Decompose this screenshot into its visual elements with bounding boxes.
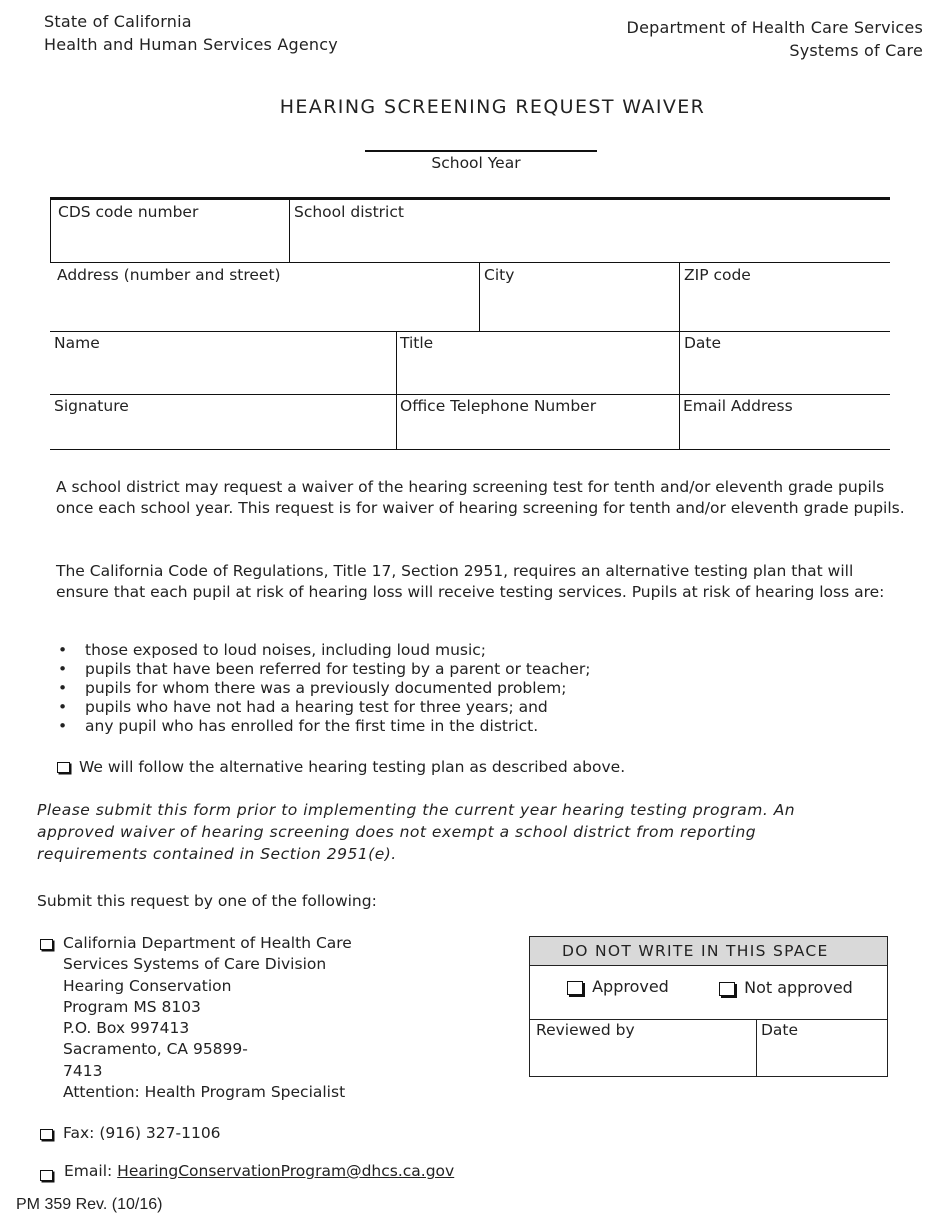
review-date-field[interactable]: Date [761,1021,799,1039]
approved-checkbox[interactable] [567,981,583,995]
school-year-line[interactable] [365,150,597,152]
regulation-description: The California Code of Regulations, Title 17, Section 2951, requires an alternative testing plan that will ensure that each pupil at risk of hearing loss will receive testing services. Pupils at risk of hearing loss are: [56,562,885,601]
agency-name: Health and Human Services Agency [44,35,338,54]
waiver-description: A school district may request a waiver of the hearing screening test for tenth and/or eleventh grade pupils once each school year. This request is for waiver of hearing screening for tenth and/or eleventh grade pupils. [56,478,905,517]
email-label: Email: [64,1162,113,1180]
email-option-checkbox[interactable] [40,1170,53,1181]
city-field[interactable]: City [484,266,515,284]
approved-option[interactable]: Approved [567,977,669,996]
name-field[interactable]: Name [54,334,100,352]
form-title: HEARING SCREENING REQUEST WAIVER [279,96,706,118]
list-item: • pupils for whom there was a previously documented problem; [58,679,567,697]
email-option [64,1162,454,1180]
office-use-box [529,936,888,1077]
follow-plan-label: We will follow the alternative hearing testing plan as described above. [78,758,626,776]
submission-notice: Please submit this form prior to implementing the current year hearing testing program. An approved waiver of hearing screening does not exempt a school district from reporting requirements contained in Section 2951(e). [37,801,796,863]
form-number: PM 359 Rev. (10/16) [16,1196,163,1213]
office-telephone-field[interactable]: Office Telephone Number [400,397,597,415]
mail-option-checkbox[interactable] [40,939,53,950]
title-field[interactable]: Title [400,334,434,352]
division-name: Systems of Care [789,41,923,60]
not-approved-checkbox[interactable] [719,982,735,996]
not-approved-option[interactable]: Not approved [719,978,853,997]
date-field[interactable]: Date [684,334,722,352]
follow-plan-option[interactable] [57,758,625,776]
department-name: Department of Health Care Services [626,18,923,37]
signature-field[interactable]: Signature [54,397,129,415]
department-header [627,16,923,62]
school-year-label: School Year [431,154,521,172]
follow-plan-checkbox[interactable] [57,762,70,773]
list-item: • those exposed to loud noises, including loud music; [58,641,487,659]
agency-header [44,10,338,56]
form-top-rule [50,197,890,200]
address-field[interactable]: Address (number and street) [57,266,281,284]
office-use-heading-bar [530,937,887,966]
mailing-address: California Department of Health Care Services Systems of Care Division Hearing Conservation Program MS 8103 P.O. Box 997413 Sacramento, CA 95899- 7413 Attention: Health Program Specialist [63,934,352,1102]
zip-code-field[interactable]: ZIP code [684,266,751,284]
list-item: • pupils who have not had a hearing test for three years; and [58,698,548,716]
email-link[interactable]: HearingConservationProgram@dhcs.ca.gov [117,1162,455,1180]
school-district-field[interactable]: School district [294,203,404,221]
fax-number: Fax: (916) 327-1106 [63,1124,221,1142]
cds-code-field[interactable]: CDS code number [58,203,199,221]
email-address-field[interactable]: Email Address [683,397,793,415]
risk-list [56,641,856,736]
list-item: • pupils that have been referred for testing by a parent or teacher; [58,660,591,678]
list-item: • any pupil who has enrolled for the first time in the district. [58,717,539,735]
office-use-heading: DO NOT WRITE IN THIS SPACE [562,942,829,960]
reviewed-by-field[interactable]: Reviewed by [536,1021,635,1039]
submit-instructions: Submit this request by one of the following: [37,892,377,910]
fax-option-checkbox[interactable] [40,1129,53,1140]
state-name: State of California [44,12,192,31]
